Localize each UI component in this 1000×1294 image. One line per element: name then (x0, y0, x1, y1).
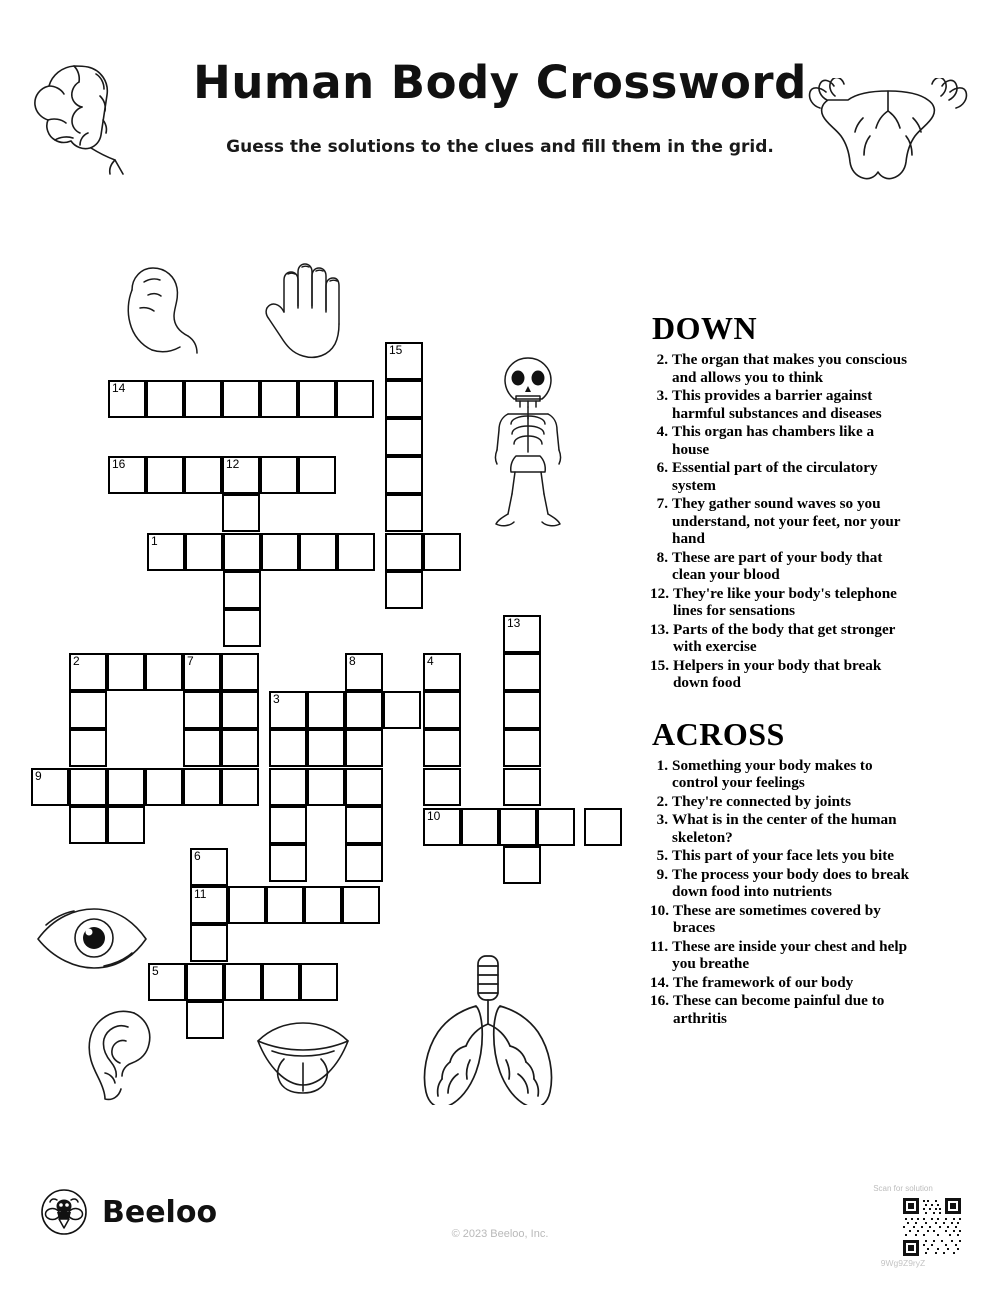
clue-text: They're connected by joints (672, 792, 852, 810)
crossword-cell[interactable] (307, 729, 345, 767)
crossword-cell[interactable] (345, 806, 383, 844)
crossword-cell[interactable] (503, 691, 541, 729)
crossword-cell[interactable] (385, 342, 423, 380)
crossword-cell[interactable] (299, 533, 337, 571)
crossword-cell[interactable] (269, 691, 307, 729)
clue-number: 3. (656, 811, 668, 828)
crossword-cell[interactable] (385, 533, 423, 571)
clue-item-down-7 (650, 495, 915, 548)
crossword-cell[interactable] (503, 846, 541, 884)
across-clues-block (650, 716, 915, 1028)
clue-text: This part of your face lets you bite (672, 847, 895, 864)
crossword-cell[interactable] (190, 886, 228, 924)
crossword-cell[interactable] (223, 571, 261, 609)
cell-number: 14 (112, 381, 126, 395)
crossword-cell[interactable] (423, 729, 461, 767)
cell-number: 13 (507, 616, 521, 630)
cell-number: 1 (151, 534, 158, 548)
crossword-cell[interactable] (107, 806, 145, 844)
clue-number: 2. (656, 792, 668, 810)
crossword-cell[interactable] (266, 886, 304, 924)
cell-number: 10 (427, 809, 441, 823)
crossword-cell[interactable] (146, 380, 184, 418)
cell-number: 9 (35, 769, 42, 783)
cell-number: 8 (349, 654, 356, 668)
crossword-cell[interactable] (69, 653, 107, 691)
clue-item-down-13 (650, 621, 915, 656)
crossword-cell[interactable] (383, 691, 421, 729)
clue-number: 9. (656, 865, 668, 883)
crossword-cell[interactable] (260, 456, 298, 494)
crossword-cell[interactable] (222, 380, 260, 418)
clue-text: This provides a barrier against harmful substances and diseases (672, 387, 882, 422)
crossword-cell[interactable] (108, 380, 146, 418)
cell-number: 5 (152, 964, 159, 978)
clue-number: 7. (656, 495, 668, 512)
crossword-cell[interactable] (345, 768, 383, 806)
crossword-cell[interactable] (584, 808, 622, 846)
crossword-cell[interactable] (224, 963, 262, 1001)
crossword-cell[interactable] (269, 768, 307, 806)
clue-text: These are sometimes covered by braces (672, 901, 881, 936)
clue-item-across-11 (650, 938, 915, 973)
clue-item-down-15 (650, 657, 915, 692)
crossword-cell[interactable] (183, 729, 221, 767)
clue-number: 16. (650, 992, 669, 1009)
brand-name: Beeloo (102, 1194, 218, 1230)
clue-number: 4. (656, 423, 668, 440)
crossword-cell[interactable] (107, 768, 145, 806)
crossword-cell[interactable] (385, 380, 423, 418)
crossword-cell[interactable] (184, 456, 222, 494)
clue-number: 13. (650, 620, 669, 638)
crossword-cell[interactable] (503, 615, 541, 653)
crossword-cell[interactable] (31, 768, 69, 806)
crossword-cell[interactable] (269, 806, 307, 844)
crossword-cell[interactable] (260, 380, 298, 418)
crossword-cell[interactable] (107, 653, 145, 691)
down-heading: DOWN (652, 310, 758, 346)
crossword-cell[interactable] (186, 1001, 224, 1039)
clue-number: 10. (650, 901, 669, 919)
clue-item-across-3 (650, 811, 915, 846)
clue-item-down-8 (650, 549, 915, 584)
clue-item-across-9 (650, 866, 915, 901)
clue-item-across-1 (650, 757, 915, 792)
clue-text: Essential part of the circulatory system (672, 459, 878, 494)
clue-number: 14. (650, 973, 669, 991)
clue-number: 8. (656, 548, 668, 566)
crossword-cell[interactable] (298, 456, 336, 494)
crossword-cell[interactable] (222, 494, 260, 532)
clue-item-across-5 (650, 847, 915, 865)
crossword-cell[interactable] (298, 380, 336, 418)
clue-text: Parts of the body that get stronger with exercise (672, 620, 896, 655)
crossword-cell[interactable] (228, 886, 266, 924)
clue-item-down-12 (650, 585, 915, 620)
crossword-cell[interactable] (385, 494, 423, 532)
crossword-cell[interactable] (307, 691, 345, 729)
clue-text: The process your body does to break down food into nutrients (672, 865, 910, 900)
crossword-cell[interactable] (221, 691, 259, 729)
crossword-cell[interactable] (190, 848, 228, 886)
clue-text: The framework of our body (672, 973, 854, 991)
clue-item-down-2 (650, 351, 915, 386)
crossword-cell[interactable] (503, 729, 541, 767)
clue-item-across-2 (650, 793, 915, 811)
crossword-cell[interactable] (503, 768, 541, 806)
cell-number: 6 (194, 849, 201, 863)
cell-number: 11 (194, 887, 207, 901)
crossword-cell[interactable] (147, 533, 185, 571)
crossword-cell[interactable] (423, 691, 461, 729)
crossword-cell[interactable] (337, 533, 375, 571)
crossword-cell[interactable] (503, 653, 541, 691)
crossword-cell[interactable] (304, 886, 342, 924)
crossword-cell[interactable] (221, 768, 259, 806)
crossword-cell[interactable] (223, 609, 261, 647)
clue-item-down-4 (650, 423, 915, 458)
crossword-cell[interactable] (148, 963, 186, 1001)
cell-number: 16 (112, 457, 126, 471)
crossword-cell[interactable] (269, 729, 307, 767)
clue-item-across-14 (650, 974, 915, 992)
crossword-cell[interactable] (145, 653, 183, 691)
clue-number: 15. (650, 656, 669, 674)
clue-item-across-10 (650, 902, 915, 937)
crossword-cell[interactable] (345, 844, 383, 882)
crossword-cell[interactable] (183, 691, 221, 729)
crossword-cell[interactable] (345, 691, 383, 729)
crossword-cell[interactable] (221, 653, 259, 691)
crossword-cell[interactable] (186, 963, 224, 1001)
crossword-cell[interactable] (345, 729, 383, 767)
page-title: Human Body Crossword (193, 56, 807, 109)
crossword-cell[interactable] (336, 380, 374, 418)
cell-number: 15 (389, 343, 403, 357)
down-clue-list (650, 351, 915, 692)
clue-item-down-3 (650, 387, 915, 422)
crossword-cell[interactable] (108, 456, 146, 494)
clue-number: 6. (656, 459, 668, 476)
crossword-cell[interactable] (307, 768, 345, 806)
cell-number: 12 (226, 457, 240, 471)
clue-text: The organ that makes you conscious and allows you to think (672, 351, 908, 386)
crossword-cell[interactable] (69, 691, 107, 729)
crossword-cell[interactable] (221, 729, 259, 767)
crossword-cell[interactable] (185, 533, 223, 571)
clue-number: 5. (656, 847, 668, 864)
crossword-cell[interactable] (190, 924, 228, 962)
qr-code-text: 9Wg9Z9ryZ (880, 1258, 926, 1268)
crossword-cell[interactable] (499, 808, 537, 846)
crossword-cell[interactable] (461, 808, 499, 846)
crossword-cell[interactable] (184, 380, 222, 418)
page-subtitle: Guess the solutions to the clues and fill them in the grid. (226, 137, 774, 157)
down-clues-block (650, 310, 915, 692)
clue-number: 11. (650, 937, 669, 955)
clue-item-across-16 (650, 992, 915, 1027)
crossword-cell[interactable] (145, 768, 183, 806)
crossword-cell[interactable] (423, 768, 461, 806)
crossword-cell[interactable] (183, 768, 221, 806)
clue-item-down-6 (650, 459, 915, 494)
scan-for-solution-label: Scan for solution (873, 1184, 933, 1193)
clue-text: Something your body makes to control your feelings (672, 756, 873, 791)
crossword-cell[interactable] (423, 653, 461, 691)
crossword-cell[interactable] (269, 844, 307, 882)
cell-number: 3 (273, 692, 280, 706)
qr-code[interactable] (901, 1196, 963, 1258)
crossword-cell[interactable] (345, 653, 383, 691)
crossword-cell[interactable] (385, 456, 423, 494)
copyright-text: © 2023 Beeloo, Inc. (451, 1228, 549, 1240)
cell-number: 7 (187, 654, 194, 668)
clues-panel (650, 310, 915, 1028)
clue-number: 12. (650, 584, 669, 602)
cell-number: 2 (73, 654, 80, 668)
crossword-cell[interactable] (261, 533, 299, 571)
clue-text: What is in the center of the human skeleton? (672, 811, 897, 846)
across-heading: ACROSS (652, 715, 785, 752)
page-footer (0, 1170, 1000, 1294)
clue-text: They're like your body's telephone lines for sensations (672, 584, 897, 619)
crossword-cell[interactable] (423, 808, 461, 846)
crossword-cell[interactable] (183, 653, 221, 691)
crossword-cell[interactable] (423, 533, 461, 571)
clue-text: They gather sound waves so you understand, not your feet, nor your hand (672, 495, 901, 547)
clue-number: 2. (656, 351, 668, 368)
crossword-cell[interactable] (146, 456, 184, 494)
clue-number: 1. (656, 756, 668, 774)
clue-text: Helpers in your body that break down food (672, 656, 882, 691)
clue-text: These are inside your chest and help you breathe (672, 937, 908, 972)
clue-number: 3. (656, 387, 668, 404)
crossword-cell[interactable] (385, 418, 423, 456)
crossword-cell[interactable] (69, 806, 107, 844)
crossword-cell[interactable] (69, 768, 107, 806)
crossword-cell[interactable] (69, 729, 107, 767)
clue-text: These can become painful due to arthritis (672, 992, 885, 1027)
crossword-cell[interactable] (385, 571, 423, 609)
crossword-cell[interactable] (262, 963, 300, 1001)
cell-number: 4 (427, 654, 434, 668)
clue-text: This organ has chambers like a house (672, 423, 875, 458)
clue-text: These are part of your body that clean your blood (672, 548, 883, 583)
crossword-cell[interactable] (223, 533, 261, 571)
crossword-cell[interactable] (222, 456, 260, 494)
across-clue-list (650, 757, 915, 1028)
crossword-cell[interactable] (342, 886, 380, 924)
crossword-cell[interactable] (537, 808, 575, 846)
crossword-cell[interactable] (300, 963, 338, 1001)
